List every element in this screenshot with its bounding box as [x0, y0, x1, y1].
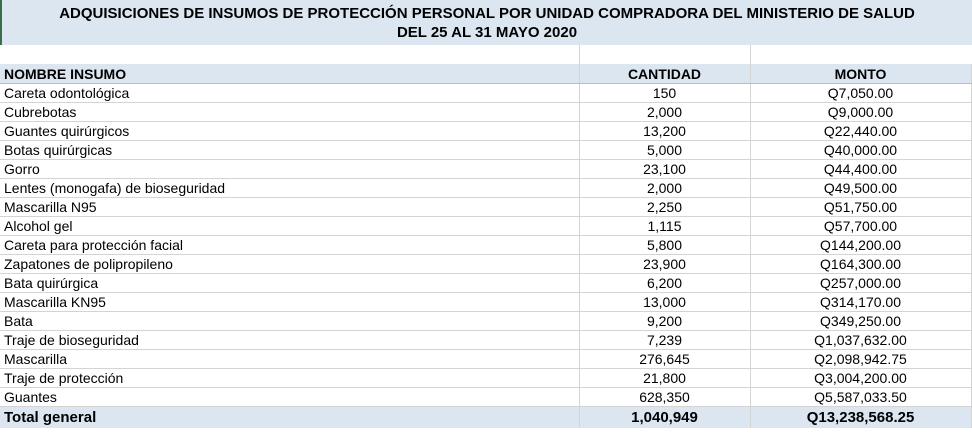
supplies-table [0, 64, 972, 428]
cell-quantity[interactable]: 13,000 [579, 293, 750, 312]
cell-amount[interactable]: Q51,750.00 [750, 198, 971, 217]
cell-quantity[interactable]: 7,239 [579, 331, 750, 350]
cell-name[interactable]: Lentes (monogafa) de bioseguridad [0, 179, 579, 198]
cell-amount[interactable]: Q2,098,942.75 [750, 350, 971, 369]
cell-quantity[interactable]: 23,900 [579, 255, 750, 274]
cell-quantity[interactable]: 13,200 [579, 122, 750, 141]
cell-name[interactable]: Alcohol gel [0, 217, 579, 236]
cell-divider [750, 45, 751, 64]
table-row [0, 236, 971, 255]
cell-quantity[interactable]: 5,800 [579, 236, 750, 255]
table-row [0, 122, 971, 141]
cell-amount[interactable]: Q349,250.00 [750, 312, 971, 331]
cell-amount[interactable]: Q1,037,632.00 [750, 331, 971, 350]
cell-amount[interactable]: Q144,200.00 [750, 236, 971, 255]
cell-name[interactable]: Cubrebotas [0, 103, 579, 122]
empty-row [0, 45, 972, 64]
total-quantity[interactable]: 1,040,949 [579, 407, 750, 429]
cell-name[interactable]: Bata quirúrgica [0, 274, 579, 293]
cell-amount[interactable]: Q44,400.00 [750, 160, 971, 179]
cell-quantity[interactable]: 21,800 [579, 369, 750, 388]
cell-name[interactable]: Guantes quirúrgicos [0, 122, 579, 141]
cell-name[interactable]: Mascarilla [0, 350, 579, 369]
table-header-row [0, 64, 971, 84]
cell-name[interactable]: Zapatones de polipropileno [0, 255, 579, 274]
cell-quantity[interactable]: 5,000 [579, 141, 750, 160]
cell-amount[interactable]: Q57,700.00 [750, 217, 971, 236]
table-row [0, 179, 971, 198]
cell-quantity[interactable]: 276,645 [579, 350, 750, 369]
cell-quantity[interactable]: 2,250 [579, 198, 750, 217]
column-header-amount[interactable]: MONTO [750, 64, 971, 84]
cell-name[interactable]: Guantes [0, 388, 579, 407]
column-header-name[interactable]: NOMBRE INSUMO [0, 64, 579, 84]
total-amount[interactable]: Q13,238,568.25 [750, 407, 971, 429]
table-row [0, 141, 971, 160]
cell-quantity[interactable]: 9,200 [579, 312, 750, 331]
cell-amount[interactable]: Q314,170.00 [750, 293, 971, 312]
cell-amount[interactable]: Q7,050.00 [750, 84, 971, 103]
cell-name[interactable]: Traje de protección [0, 369, 579, 388]
table-row [0, 274, 971, 293]
table-row [0, 103, 971, 122]
cell-name[interactable]: Mascarilla N95 [0, 198, 579, 217]
table-row [0, 198, 971, 217]
report-title-block [0, 0, 972, 45]
cell-quantity[interactable]: 628,350 [579, 388, 750, 407]
cell-amount[interactable]: Q49,500.00 [750, 179, 971, 198]
column-header-quantity[interactable]: CANTIDAD [579, 64, 750, 84]
cell-name[interactable]: Gorro [0, 160, 579, 179]
table-row [0, 293, 971, 312]
cell-amount[interactable]: Q5,587,033.50 [750, 388, 971, 407]
cell-name[interactable]: Careta odontológica [0, 84, 579, 103]
table-row [0, 350, 971, 369]
cell-quantity[interactable]: 150 [579, 84, 750, 103]
cell-amount[interactable]: Q3,004,200.00 [750, 369, 971, 388]
table-row [0, 84, 971, 103]
cell-quantity[interactable]: 1,115 [579, 217, 750, 236]
cell-amount[interactable]: Q257,000.00 [750, 274, 971, 293]
cell-amount[interactable]: Q40,000.00 [750, 141, 971, 160]
cell-name[interactable]: Bata [0, 312, 579, 331]
cell-amount[interactable]: Q164,300.00 [750, 255, 971, 274]
table-row [0, 331, 971, 350]
report-date-range: DEL 25 AL 31 MAYO 2020 [396, 24, 578, 41]
total-row [0, 407, 971, 429]
table-row [0, 160, 971, 179]
cell-name[interactable]: Mascarilla KN95 [0, 293, 579, 312]
report-title: ADQUISICIONES DE INSUMOS DE PROTECCIÓN PERSONAL POR UNIDAD COMPRADORA DEL MINISTERIO DE SALUD [59, 5, 915, 22]
cell-quantity[interactable]: 2,000 [579, 103, 750, 122]
cell-divider [579, 45, 580, 64]
table-row [0, 388, 971, 407]
cell-quantity[interactable]: 23,100 [579, 160, 750, 179]
cell-quantity[interactable]: 2,000 [579, 179, 750, 198]
cell-name[interactable]: Careta para protección facial [0, 236, 579, 255]
cell-amount[interactable]: Q22,440.00 [750, 122, 971, 141]
total-label[interactable]: Total general [0, 407, 579, 429]
cell-quantity[interactable]: 6,200 [579, 274, 750, 293]
cell-amount[interactable]: Q9,000.00 [750, 103, 971, 122]
table-row [0, 255, 971, 274]
table-row [0, 217, 971, 236]
table-row [0, 312, 971, 331]
cell-name[interactable]: Botas quirúrgicas [0, 141, 579, 160]
cell-name[interactable]: Traje de bioseguridad [0, 331, 579, 350]
table-row [0, 369, 971, 388]
